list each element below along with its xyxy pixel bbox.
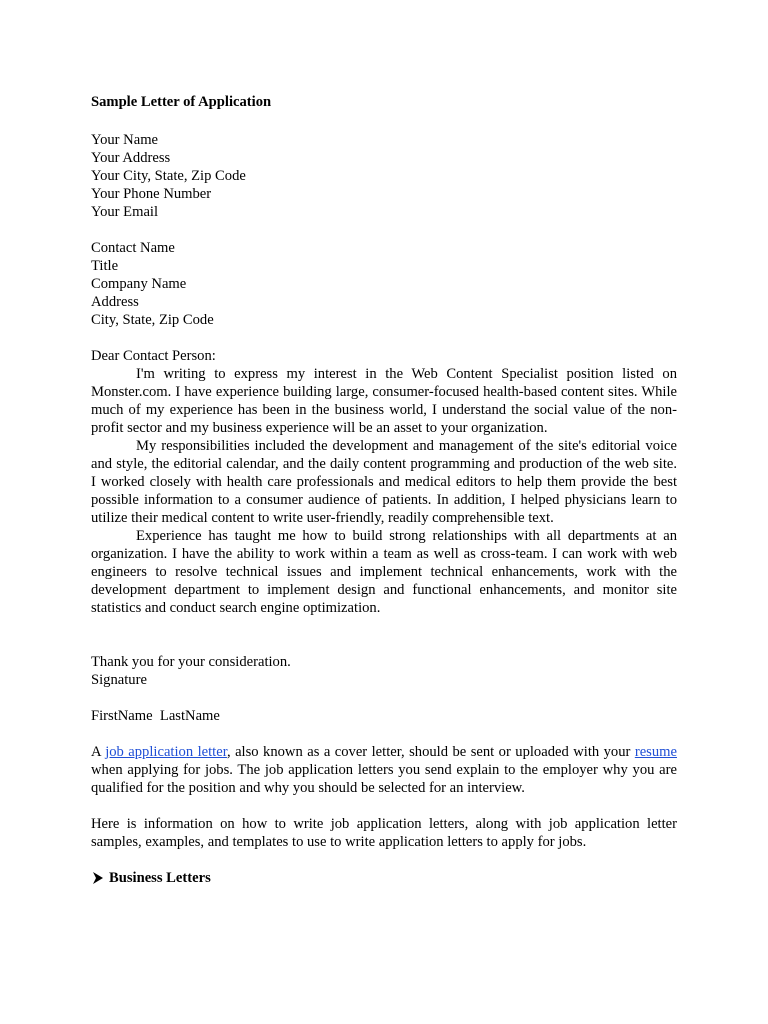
sender-block (91, 131, 677, 221)
business-letters-bullet (91, 869, 677, 887)
closing-text: Thank you for your consideration. (91, 654, 291, 670)
sender-address: Your Address (91, 150, 171, 166)
salutation: Dear Contact Person: (91, 348, 216, 364)
sender-name: Your Name (91, 132, 159, 148)
recipient-address: Address (91, 294, 139, 310)
info-prefix: A (91, 744, 106, 760)
info-middle: , also known as a cover letter, should be sent or uploaded with your (226, 744, 635, 760)
resume-link[interactable]: resume (634, 744, 677, 760)
arrowhead-bullet-icon (91, 871, 105, 885)
signature-label: Signature (91, 672, 147, 688)
signer-name: FirstName LastName (91, 708, 220, 724)
recipient-block (91, 239, 677, 329)
recipient-contact-name: Contact Name (91, 240, 175, 256)
document-title: Sample Letter of Application (91, 94, 272, 110)
body-paragraph: Experience has taught me how to build strong relationships with all departments at an organization. I have the ability to work within a team as well as cross-team. I can work with web engineers to resolve technical issues and implement technical enhancements, work with the development department to implement design and functional enhancements, and monitor site statistics and conduct search engine optimization. (91, 528, 677, 616)
document-page (91, 93, 677, 887)
sender-email: Your Email (91, 204, 159, 220)
bullet-heading: Business Letters (109, 870, 211, 886)
info-paragraph-2: Here is information on how to write job application letters, along with job application letter samples, examples, and templates to use to write application letters to apply for jobs. (91, 816, 677, 850)
recipient-title: Title (91, 258, 119, 274)
sender-city-state-zip: Your City, State, Zip Code (91, 168, 246, 184)
closing-block (91, 653, 677, 689)
job-application-letter-link[interactable]: job application letter (105, 744, 227, 760)
info-paragraph (91, 743, 677, 797)
body-paragraph: My responsibilities included the development and management of the site's editorial voice and style, the editorial calendar, and the daily content programming and production of the web site. I worked closely with health care professionals and medical editors to help them provide the best possible information to a consumer audience of patients. In addition, I helped physicians learn to utilize their medical content to write user-friendly, readily comprehensible text. (91, 438, 677, 526)
letter-body (91, 347, 677, 617)
recipient-city-state-zip: City, State, Zip Code (91, 312, 214, 328)
spacer (91, 617, 677, 653)
recipient-company: Company Name (91, 276, 187, 292)
body-paragraph: I'm writing to express my interest in the Web Content Specialist position listed on Monster.com. I have experience building large, consumer-focused health-based content sites. While much of my experience has been in the business world, I understand the social value of the non-profit sector and my business experience will be an asset to your organization. (91, 366, 677, 436)
sender-phone: Your Phone Number (91, 186, 212, 202)
info-suffix: when applying for jobs. The job application letters you send explain to the employer why you are qualified for the position and why you should be selected for an interview. (91, 762, 677, 796)
